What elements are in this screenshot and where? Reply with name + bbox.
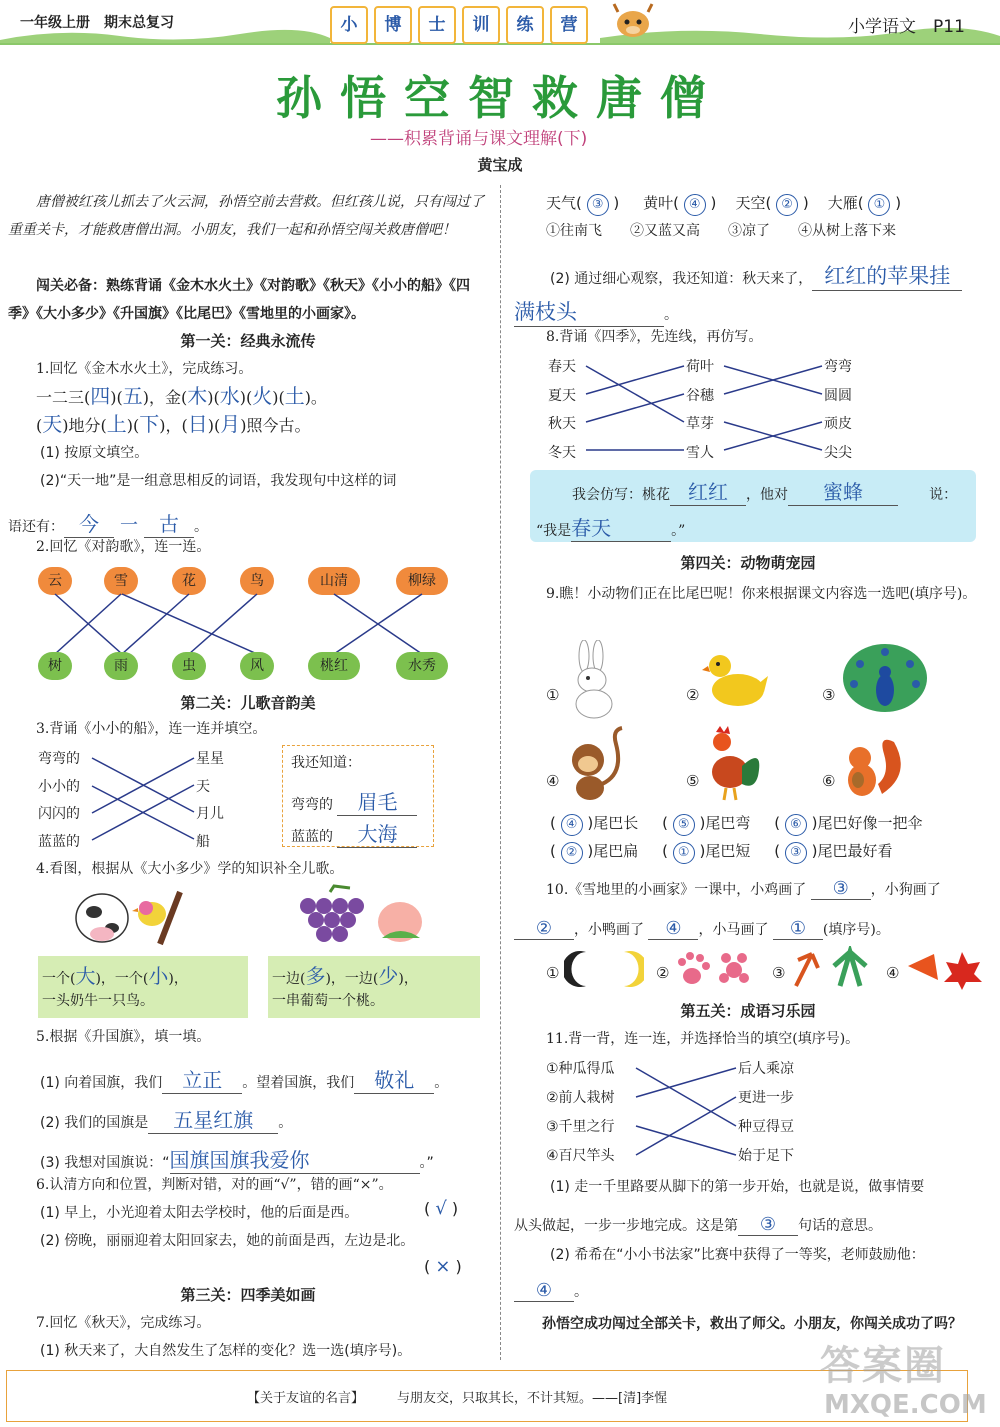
oval-top: 鸟 bbox=[240, 567, 274, 595]
q8-adj: 尖尖 bbox=[824, 445, 852, 461]
q8-season: 夏天 bbox=[548, 388, 576, 404]
q5: 5.根据《升国旗》，填一填。 bbox=[36, 1029, 211, 1045]
know-line2: 蓝蓝的 大海 bbox=[291, 818, 417, 848]
q11-s2b: ④ 。 bbox=[514, 1280, 588, 1302]
column-divider bbox=[500, 185, 501, 1360]
q8-adj: 弯弯 bbox=[824, 359, 852, 375]
footer-quote: 与朋友交，只取其长，不计其短。——[清]李惺 bbox=[397, 1391, 668, 1406]
oval-bottom: 桃红 bbox=[308, 652, 360, 680]
level2-title: 第二关：儿歌音韵美 bbox=[180, 694, 316, 712]
level1-title: 第一关：经典永流传 bbox=[180, 332, 316, 350]
level3-title: 第三关：四季美如画 bbox=[180, 1286, 316, 1304]
q10-line2: ② ，小鸭画了 ④ ，小马画了 ① (填序号)。 bbox=[514, 918, 890, 940]
oval-top: 花 bbox=[172, 567, 206, 595]
q1-line1: 一二三(四)(五)，金(木)(水)(火)(土)。 bbox=[36, 384, 327, 408]
idiom-left: ③千里之行 bbox=[546, 1119, 615, 1135]
know-box bbox=[282, 745, 434, 847]
q4: 4.看图，根据从《大小多少》学的知识补全儿歌。 bbox=[36, 861, 344, 877]
maple-leaf-print-icon bbox=[904, 946, 984, 992]
animal-num: ④ bbox=[546, 772, 560, 790]
footer-tag: 【关于友谊的名言】 bbox=[247, 1391, 365, 1406]
q5-1: (1) 向着国旗，我们 立正 。望着国旗，我们 敬礼 。 bbox=[40, 1064, 448, 1094]
q7-items: 天气( ③ ) 黄叶( ④ ) 天空( ② ) 大雁( ① ) bbox=[546, 192, 901, 216]
q8: 8.背诵《四季》，先连线，再仿写。 bbox=[546, 329, 763, 345]
brand-char: 营 bbox=[550, 6, 588, 44]
brand-char: 小 bbox=[330, 6, 368, 44]
idiom-left: ④百尺竿头 bbox=[546, 1148, 615, 1164]
q6-1: (1) 早上，小光迎着太阳去学校时，他的后面是西。 bbox=[40, 1205, 359, 1221]
must-text: 闯关必备：熟练背诵《金木水火土》《对韵歌》《秋天》《小小的船》《四季》《大小多少》《升国旗》《比尾巴》《雪地里的小画家》。 bbox=[8, 278, 470, 322]
q1-sub2b: 语还有： 今 一 古 。 bbox=[8, 508, 208, 538]
tail-line1: ( ④ )尾巴长 ( ⑤ )尾巴弯 ( ⑥ )尾巴好像一把伞 bbox=[550, 812, 922, 836]
print-num: ① bbox=[546, 964, 560, 982]
header-right: 小学语文 P11 bbox=[848, 17, 965, 37]
chick-leaf-print-icon bbox=[790, 946, 870, 992]
q8-thing: 雪人 bbox=[686, 445, 714, 461]
oval-bottom: 风 bbox=[240, 652, 274, 680]
q6-1-answer: ( √ ) bbox=[424, 1198, 459, 1219]
squirrel-icon bbox=[838, 734, 908, 800]
q10-line1: 10.《雪地里的小画家》一课中，小鸡画了 ③ ，小狗画了 bbox=[546, 878, 941, 899]
q4-box1 bbox=[38, 956, 248, 1018]
brand-char: 训 bbox=[462, 6, 500, 44]
q1: 1.回忆《金木水火土》，完成练习。 bbox=[36, 361, 253, 377]
q3-left: 小小的 bbox=[38, 779, 80, 795]
q7-1: (1) 秋天来了，大自然发生了怎样的变化？选一选(填序号)。 bbox=[40, 1343, 412, 1359]
fangxie-line2: “我是春天 。” bbox=[536, 512, 685, 542]
q4-box1-line2: 一头奶牛一只鸟。 bbox=[42, 993, 154, 1009]
q3-right: 天 bbox=[196, 779, 210, 795]
oval-top: 云 bbox=[38, 567, 72, 595]
print-num: ③ bbox=[772, 964, 786, 982]
brand-char: 士 bbox=[418, 6, 456, 44]
q3-left: 弯弯的 bbox=[38, 751, 80, 767]
cow-bird-illustration bbox=[70, 884, 210, 950]
q8-season: 冬天 bbox=[548, 445, 576, 461]
header-brand bbox=[330, 6, 588, 44]
oval-top: 雪 bbox=[104, 567, 138, 595]
animal-num: ② bbox=[686, 686, 700, 704]
ending-text: 孙悟空成功闯过全部关卡，救出了师父。小朋友，你闯关成功了吗？ bbox=[542, 1316, 962, 1332]
author: 黄宝成 bbox=[477, 156, 523, 174]
q2: 2.回忆《对韵歌》，连一连。 bbox=[36, 539, 211, 555]
idiom-left: ①种瓜得瓜 bbox=[546, 1061, 615, 1077]
q2-lines bbox=[0, 590, 500, 660]
fangxie-box bbox=[530, 470, 976, 542]
grape-peach-illustration bbox=[290, 884, 440, 950]
q4-box2 bbox=[268, 956, 480, 1018]
q8-adj: 顽皮 bbox=[824, 416, 852, 432]
q8-lines bbox=[584, 362, 824, 458]
oval-bottom: 树 bbox=[38, 652, 72, 680]
q11: 11.背一背，连一连，并选择恰当的填空(填序号)。 bbox=[546, 1031, 860, 1047]
q8-adj: 圆圆 bbox=[824, 388, 852, 404]
idiom-left: ②前人栽树 bbox=[546, 1090, 615, 1106]
cow-mascot-icon bbox=[610, 2, 656, 42]
rabbit-icon bbox=[566, 640, 622, 720]
intro-text: 唐僧被红孩儿抓去了火云洞，孙悟空前去营救。但红孩儿说，只有闯过了重重关卡，才能救唐僧出洞。小朋友，我们一起和孙悟空闯关救唐僧吧！ bbox=[8, 194, 484, 238]
q1-sub2: (2)“天一地”是一组意思相反的词语，我发现句中这样的词 bbox=[40, 473, 397, 489]
q6-2-answer: ( × ) bbox=[424, 1256, 462, 1277]
watermark-url: MXQE.COM bbox=[824, 1390, 987, 1420]
monkey-icon bbox=[562, 724, 632, 804]
q4-box2-line1: 一边(多)，一边(少)， bbox=[272, 964, 418, 988]
animal-num: ⑤ bbox=[686, 772, 700, 790]
q3-right: 星星 bbox=[196, 751, 224, 767]
paw-print-icon bbox=[674, 948, 754, 990]
oval-top: 柳绿 bbox=[396, 567, 448, 595]
know-label: 我还知道： bbox=[291, 755, 361, 771]
q8-season: 秋天 bbox=[548, 416, 576, 432]
oval-bottom: 虫 bbox=[172, 652, 206, 680]
rooster-icon bbox=[702, 726, 766, 802]
q5-2: (2) 我们的国旗是 五星红旗 。 bbox=[40, 1104, 292, 1134]
q5-3: (3) 我想对国旗说：“国旗国旗我爱你 。” bbox=[40, 1144, 434, 1174]
peacock-icon bbox=[840, 640, 930, 716]
q11-s1b: 从头做起，一步一步地完成。这是第 ③ 句话的意思。 bbox=[514, 1214, 882, 1235]
q11-s2a: (2) 希希在“小小书法家”比赛中获得了一等奖，老师鼓励他： bbox=[550, 1247, 925, 1263]
q7-options: ①往南飞 ②又蓝又高 ③凉了 ④从树上落下来 bbox=[546, 223, 896, 239]
brand-char: 博 bbox=[374, 6, 412, 44]
q3-right: 船 bbox=[196, 834, 210, 850]
q3-left: 蓝蓝的 bbox=[38, 834, 80, 850]
q8-thing: 荷叶 bbox=[686, 359, 714, 375]
header-left: 一年级上册 期末总复习 bbox=[20, 15, 174, 31]
q11-s1a: (1) 走一千里路要从脚下的第一步开始，也就是说，做事情要 bbox=[550, 1179, 925, 1195]
idiom-right: 更进一步 bbox=[738, 1090, 794, 1106]
moon-print-icon bbox=[564, 948, 644, 990]
print-num: ② bbox=[656, 964, 670, 982]
q3-right: 月儿 bbox=[196, 806, 224, 822]
q8-season: 春天 bbox=[548, 359, 576, 375]
oval-bottom: 雨 bbox=[104, 652, 138, 680]
q6-2: (2) 傍晚，丽丽迎着太阳回家去，她的前面是西，左边是北。 bbox=[40, 1233, 415, 1249]
animal-num: ① bbox=[546, 686, 560, 704]
tail-line2: ( ② )尾巴扁 ( ① )尾巴短 ( ③ )尾巴最好看 bbox=[550, 840, 892, 864]
level4-title: 第四关：动物萌宠园 bbox=[680, 554, 816, 572]
duck-icon bbox=[702, 650, 768, 714]
know-line1: 弯弯的 眉毛 bbox=[291, 786, 417, 816]
oval-top: 山清 bbox=[308, 567, 360, 595]
animal-num: ⑥ bbox=[822, 772, 836, 790]
q4-box2-line2: 一串葡萄一个桃。 bbox=[272, 993, 384, 1009]
fangxie-line1: 我会仿写：桃花 红红 ，他对 蜜蜂 说： bbox=[572, 476, 957, 506]
oval-bottom: 水秀 bbox=[396, 652, 448, 680]
q7-2: (2) 通过细心观察，我还知道：秋天来了， 红红的苹果挂 bbox=[550, 260, 962, 291]
level5-title: 第五关：成语习乐园 bbox=[680, 1002, 816, 1020]
q7-2b: 满枝头 。 bbox=[514, 296, 678, 327]
q3-lines bbox=[90, 756, 196, 846]
q6: 6.认清方向和位置，判断对错，对的画“√”，错的画“×”。 bbox=[36, 1177, 393, 1193]
print-num: ④ bbox=[886, 964, 900, 982]
q7: 7.回忆《秋天》，完成练习。 bbox=[36, 1315, 211, 1331]
q3-left: 闪闪的 bbox=[38, 806, 80, 822]
idiom-right: 种豆得豆 bbox=[738, 1119, 794, 1135]
idiom-right: 后人乘凉 bbox=[738, 1061, 794, 1077]
q8-thing: 谷穗 bbox=[686, 388, 714, 404]
q11-lines bbox=[634, 1064, 738, 1160]
idiom-right: 始于足下 bbox=[738, 1148, 794, 1164]
q3: 3.背诵《小小的船》，连一连并填空。 bbox=[36, 721, 267, 737]
q1-sub1: (1) 按原文填空。 bbox=[40, 445, 149, 461]
q8-thing: 草芽 bbox=[686, 416, 714, 432]
watermark-text: 答案圈 bbox=[820, 1343, 946, 1389]
q1-line2: (天)地分(上)(下)，(日)(月)照今古。 bbox=[36, 412, 311, 436]
brand-char: 练 bbox=[506, 6, 544, 44]
header-bar bbox=[0, 0, 1000, 45]
page-title: 孙悟空智救唐僧 bbox=[276, 71, 724, 125]
page-subtitle: ——积累背诵与课文理解(下) bbox=[370, 129, 588, 149]
animal-num: ③ bbox=[822, 686, 836, 704]
q9: 9.瞧！小动物们正在比尾巴呢！你来根据课文内容选一选吧(填序号)。 bbox=[546, 586, 977, 602]
q4-box1-line1: 一个(大)，一个(小)， bbox=[42, 964, 188, 988]
